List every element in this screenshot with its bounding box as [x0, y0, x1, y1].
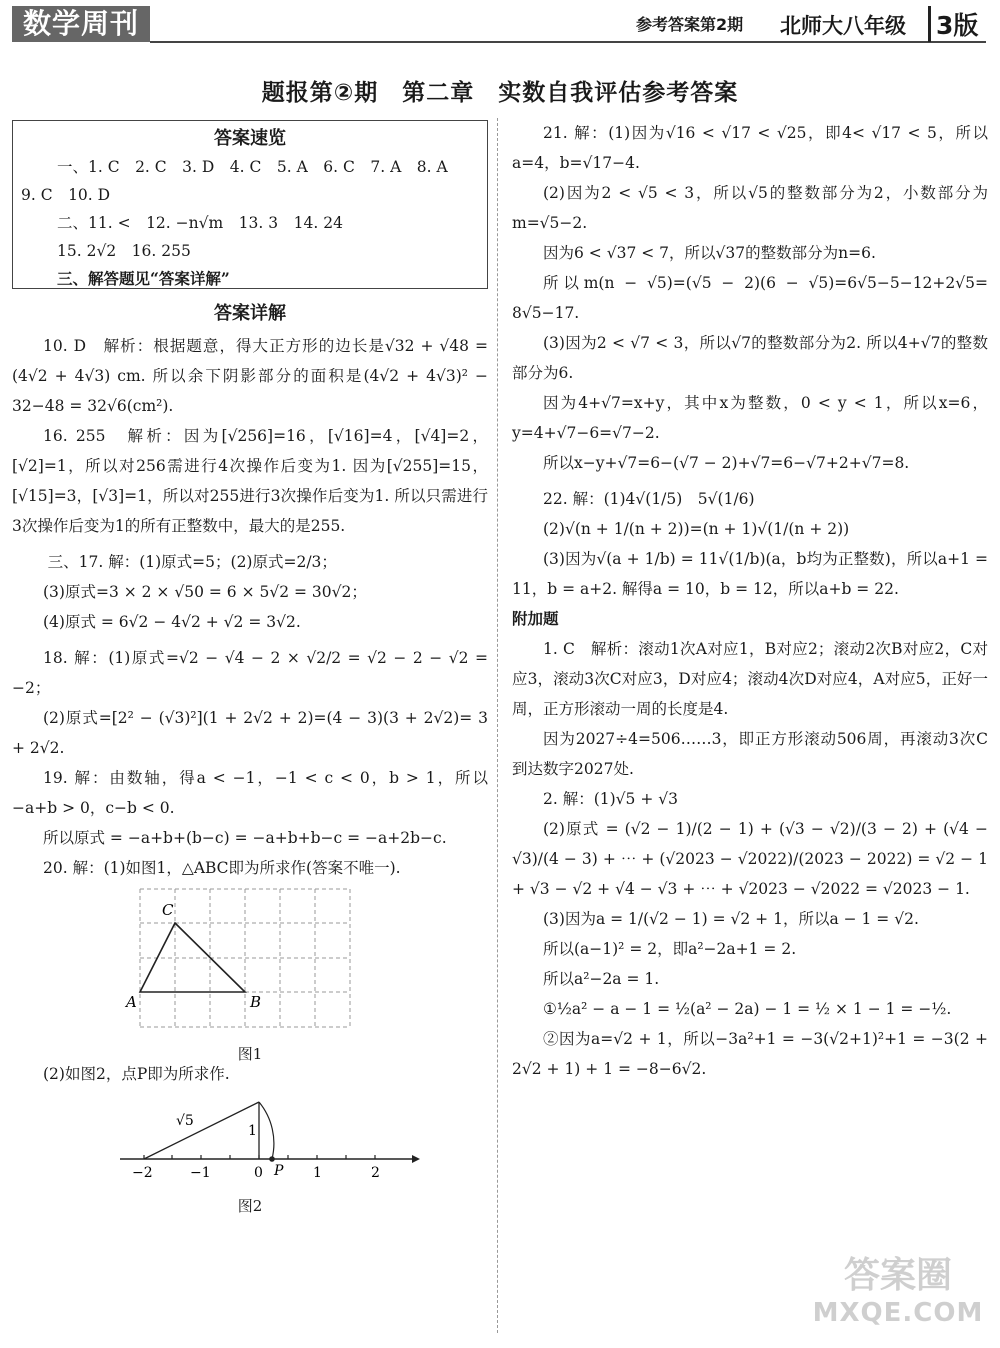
answer-paragraph: ②因为a=√2 + 1，所以−3a²+1 = −3(√2+1)²+1 = −3(2 + 2√2 + 1) + 1 = −8−6√2.	[512, 1030, 988, 1078]
label-minus-one: −1	[190, 1165, 211, 1181]
grade-label: 北师大八年级	[780, 14, 906, 38]
watermark-url: MXQE.COM	[812, 1298, 984, 1328]
quick-answers-title: 答案速览	[214, 128, 286, 149]
column-divider	[497, 118, 498, 1333]
header-rule	[150, 41, 986, 43]
answer-paragraph: 所以(a−1)² = 2，即a²−2a+1 = 2.	[543, 940, 797, 958]
page-header	[0, 0, 1000, 48]
answer-paragraph: 19. 解：由数轴，得a < −1，−1 < c < 0，b > 1，所以−a+b > 0，c−b < 0.	[12, 769, 488, 817]
answer-paragraph: 所以m(n − √5)=(√5 − 2)(6 − √5)=6√5−5−12+2√5= 8√5−17.	[512, 274, 988, 322]
brand-logo: 数学周刊	[12, 6, 150, 42]
answer-paragraph: (2)如图2，点P即为所求作.	[43, 1065, 230, 1083]
right-column	[512, 118, 988, 1084]
answer-paragraph: 所以x−y+√7=6−(√7 − 2)+√7=6−√7+2+√7=8.	[543, 454, 910, 472]
answer-paragraph: 因为2027÷4=506……3，即正方形滚动506周，再滚动3次C到达数字2027处.	[512, 730, 988, 778]
label-one: 1	[248, 1123, 257, 1139]
quick-line: 15. 2√2 16. 255	[57, 242, 191, 260]
answer-paragraph: (2)原式 = (√2 − 1)/(2 − 1) + (√3 − √2)/(3 − 2) + (√4 − √3)/(4 − 3) + ⋯ + (√2023 − √2022)/(2023 − 2022) = √2 − 1 + √3 − √2 + √4 − √3 + ⋯ + √2023 − √2022 = √2023 − 1.	[512, 820, 988, 898]
answer-paragraph: (3)因为2 < √7 < 3，所以√7的整数部分为2. 所以4+√7的整数部分为6.	[512, 334, 988, 382]
left-column	[12, 120, 488, 1215]
label-p: P	[274, 1163, 284, 1179]
answer-paragraph: 1. C 解析：滚动1次A对应1，B对应2；滚动2次B对应2，C对应3，滚动3次C对应3，D对应4；滚动4次D对应4，A对应5，正好一周，正方形滚动一周的长度是4.	[512, 640, 988, 718]
label-plus-two: 2	[371, 1165, 380, 1181]
quick-line: 二、11. < 12. −n√m 13. 3 14. 24	[57, 214, 343, 232]
figure-2-number-line	[12, 1089, 488, 1185]
label-zero: 0	[254, 1165, 263, 1181]
label-plus-one: 1	[313, 1165, 322, 1181]
label-c: C	[162, 901, 174, 919]
extra-section-title: 附加题	[512, 610, 559, 628]
figure-1-caption: 图1	[237, 1045, 263, 1063]
figure-2-caption: 图2	[237, 1197, 263, 1215]
answer-paragraph: 21. 解：(1)因为√16 < √17 < √25，即4< √17 < 5，所以a=4，b=√17−4.	[512, 124, 988, 172]
answer-line: (4)原式 = 6√2 − 4√2 + √2 = 3√2.	[43, 613, 301, 631]
answer-paragraph: 因为4+√7=x+y，其中x为整数，0 < y < 1，所以x=6，y=4+√7−6=√7−2.	[512, 394, 988, 442]
answer-paragraph: 三、17. 解：(1)原式=5；(2)原式=2/3；	[47, 553, 337, 571]
label-b: B	[250, 993, 262, 1011]
label-minus-two: −2	[132, 1165, 153, 1181]
answer-paragraph: 20. 解：(1)如图1，△ABC即为所求作(答案不唯一).	[43, 859, 401, 877]
answer-paragraph: 16. 255 解析：因为[√256]=16，[√16]=4，[√4]=2，[√2]=1，所以对256需进行4次操作后变为1. 因为[√255]=15，[√15]=3，[√3]=1，所以对255进行3次操作后变为1. 所以只需进行3次操作后变为1的所有正整数中，最大的是255.	[12, 427, 488, 535]
quick-line: 三、解答题见“答案详解”	[57, 269, 230, 288]
issue-label: 参考答案第2期	[636, 15, 744, 34]
label-sqrt5: √5	[176, 1113, 194, 1129]
label-a: A	[126, 993, 137, 1011]
answer-line: (3)原式=3 × 2 × √50 = 6 × 5√2 = 30√2；	[43, 583, 367, 601]
answer-paragraph: (3)因为√(a + 1/b) = 11√(1/b)(a，b均为正整数)，所以a+1 = 11，b = a+2. 解得a = 10，b = 12，所以a+b = 22.	[512, 550, 988, 598]
answer-paragraph: 所以a²−2a = 1.	[543, 970, 660, 988]
page-title: 题报第②期 第二章 实数自我评估参考答案	[261, 80, 739, 106]
figure-1-grid	[12, 883, 488, 1033]
edition-label: 3版	[936, 11, 979, 40]
quick-answers-box	[12, 120, 488, 289]
quick-line: 9. C 10. D	[21, 186, 111, 204]
answer-paragraph: ①½a² − a − 1 = ½(a² − 2a) − 1 = ½ × 1 − 1 = −½.	[543, 1000, 952, 1018]
figure-2	[12, 1089, 488, 1215]
answer-paragraph: 因为6 < √37 < 7，所以√37的整数部分为n=6.	[543, 244, 876, 262]
answer-paragraph: 所以原式 = −a+b+(b−c) = −a+b+b−c = −a+2b−c.	[43, 829, 447, 847]
answer-paragraph: (3)因为a = 1/(√2 − 1) = √2 + 1，所以a − 1 = √2.	[543, 910, 919, 928]
detail-title: 答案详解	[214, 303, 286, 324]
watermark-text: 答案圈	[843, 1255, 952, 1296]
point-p	[269, 1156, 275, 1162]
answer-paragraph: 18. 解：(1)原式=√2 − √4 − 2 × √2/2 = √2 − 2 − √2 = −2；	[12, 649, 488, 697]
figure-1	[12, 883, 488, 1063]
answer-paragraph: 2. 解：(1)√5 + √3	[543, 790, 678, 808]
answer-paragraph: 22. 解：(1)4√(1/5) 5√(1/6)	[543, 490, 755, 508]
quick-line: 一、1. C 2. C 3. D 4. C 5. A 6. C 7. A 8. A	[57, 158, 448, 176]
answer-paragraph: (2)因为2 < √5 < 3，所以√5的整数部分为2，小数部分为m=√5−2.	[512, 184, 988, 232]
watermark	[808, 1254, 988, 1334]
header-divider	[928, 6, 931, 42]
answer-paragraph: (2)√(n + 1/(n + 2))=(n + 1)√(1/(n + 2))	[543, 520, 850, 538]
answer-paragraph: 10. D 解析：根据题意，得大正方形的边长是√32 + √48 = (4√2 + 4√3) cm. 所以余下阴影部分的面积是(4√2 + 4√3)² − 32−48 = 32√6(cm²).	[12, 337, 488, 415]
answer-paragraph: (2)原式=[2² − (√3)²](1 + 2√2 + 2)=(4 − 3)(3 + 2√2)= 3 + 2√2.	[12, 709, 488, 757]
